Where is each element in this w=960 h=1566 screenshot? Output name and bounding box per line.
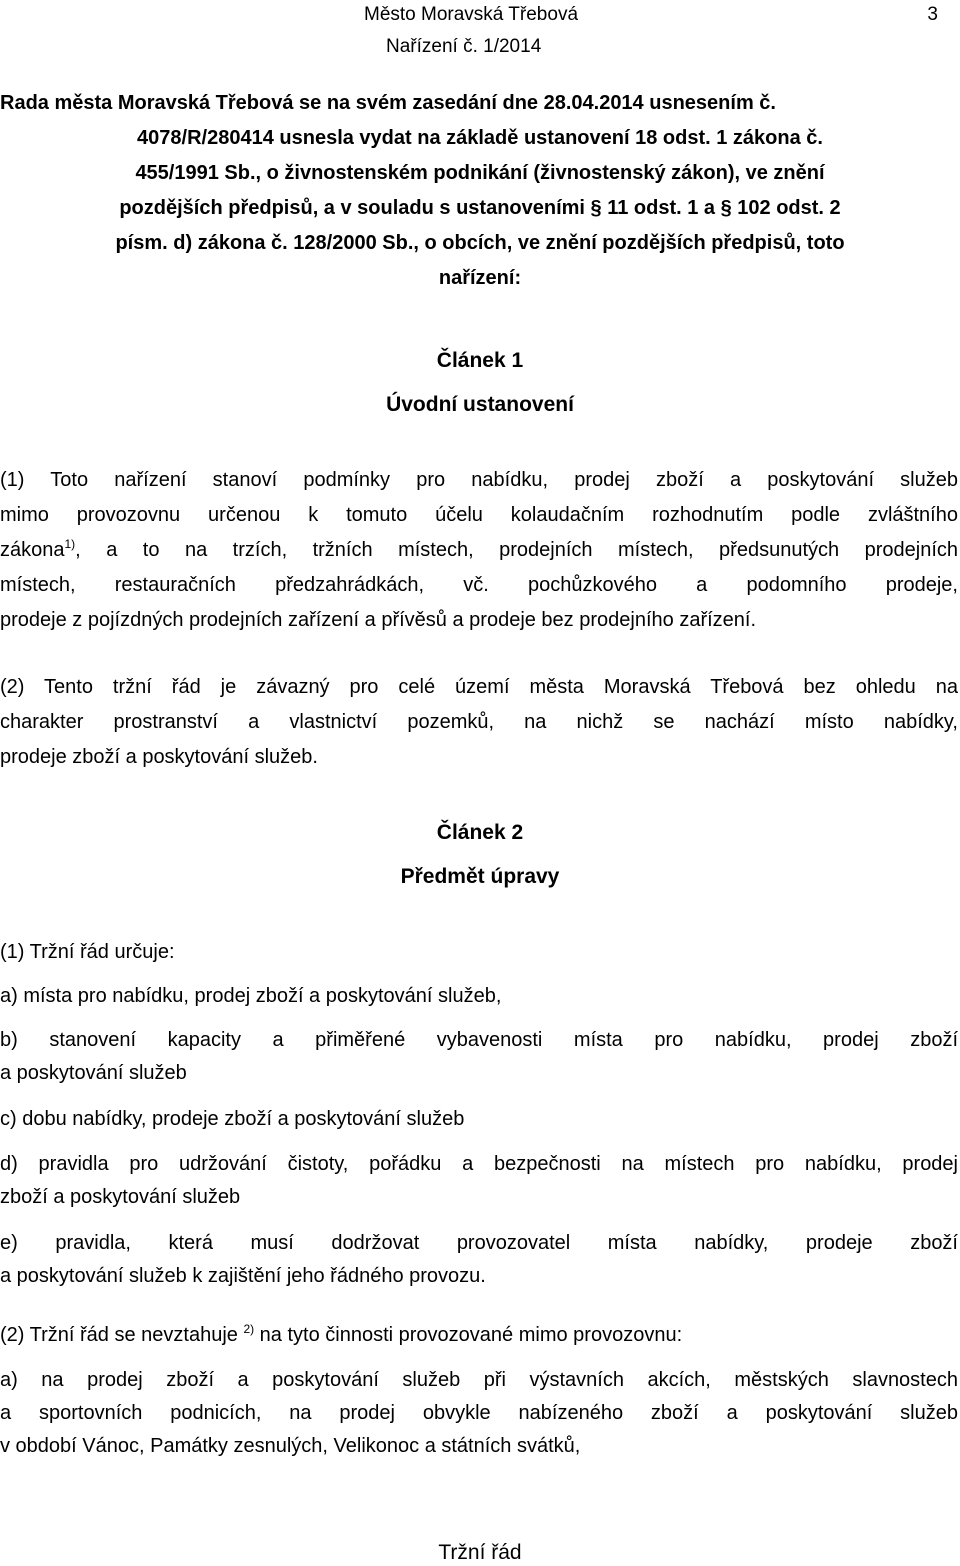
- list-item-line: a poskytování služeb: [0, 1062, 187, 1084]
- article-1-number: Článek 1: [436, 349, 524, 372]
- page-number: 3: [927, 4, 938, 25]
- list-item-line: a) na prodej zboží a poskytování služeb při výstavních akcích, městských slavnostech: [0, 1369, 958, 1391]
- list-item-a: a) místa pro nabídku, prodej zboží a poskytování služeb,: [0, 985, 502, 1007]
- header-subtitle: Nařízení č. 1/2014: [386, 36, 542, 57]
- list-item-line: e) pravidla, která musí dodržovat provozovatel místa nabídky, prodeje zboží: [0, 1232, 958, 1254]
- list-item-line: zboží a poskytování služeb: [0, 1186, 241, 1208]
- paragraph-line: (1) Toto nařízení stanoví podmínky pro nabídku, prodej zboží a poskytování služeb: [0, 469, 958, 491]
- article-1-paragraph-1: [0, 463, 958, 638]
- paragraph-line: zákona$^{1)}$, a to na trzích, tržních místech, prodejních místech, předsunutých prodejních: [0, 537, 958, 561]
- list-item-line: d) pravidla pro udržování čistoty, pořádku a bezpečnosti na místech pro nabídku, prodej: [0, 1153, 958, 1175]
- article-2-paragraph-1-intro: (1) Tržní řád určuje:: [0, 941, 175, 963]
- list-item-line: b) stanovení kapacity a přiměřené vybavenosti místa pro nabídku, prodej zboží: [0, 1029, 958, 1051]
- preamble-line: pozdějších předpisů, a v souladu s ustanoveními § 11 odst. 1 a § 102 odst. 2: [119, 197, 841, 219]
- footnote-ref: 1): [64, 537, 76, 551]
- paragraph-line: prodeje z pojízdných prodejních zařízení a přívěsů a prodeje bez prodejního zařízení.: [0, 609, 757, 631]
- preamble-line: Rada města Moravská Třebová se na svém zasedání dne 28.04.2014 usnesením č.: [0, 92, 776, 114]
- article-2-number: Článek 2: [436, 821, 524, 844]
- list-item-e: [0, 1227, 958, 1293]
- paragraph-line: mimo provozovnu určenou k tomuto účelu kolaudačním rozhodnutím podle zvláštního: [0, 504, 958, 526]
- footnote-ref: 2): [243, 1322, 255, 1336]
- article-2-paragraph-2-intro: (2) Tržní řád se nevztahuje $^{2)}$ na tyto činnosti provozované mimo provozovnu:: [0, 1322, 683, 1346]
- list-item-c: c) dobu nabídky, prodeje zboží a poskytování služeb: [0, 1108, 465, 1130]
- article-2-title: Předmět úpravy: [400, 865, 560, 888]
- paragraph-line: prodeje zboží a poskytování služeb.: [0, 746, 318, 768]
- article-1-title: Úvodní ustanovení: [386, 393, 574, 416]
- list-item-b: [0, 1024, 958, 1090]
- preamble-line: 455/1991 Sb., o živnostenském podnikání (živnostenský zákon), ve znění: [135, 162, 825, 184]
- preamble-line: nařízení:: [438, 267, 522, 289]
- preamble-line: písm. d) zákona č. 128/2000 Sb., o obcích, ve znění pozdějších předpisů, toto: [115, 232, 845, 254]
- paragraph-line: místech, restauračních předzahrádkách, vč. pochůzkového a podomního prodeje,: [0, 574, 958, 596]
- list-item-line: a sportovních podnicích, na prodej obvykle nabízeného zboží a poskytování služeb: [0, 1402, 958, 1424]
- preamble: [0, 86, 960, 296]
- paragraph-2-item-a: [0, 1364, 958, 1463]
- list-item-line: a poskytování služeb k zajištění jeho řádného provozu.: [0, 1265, 486, 1287]
- list-item-line: v období Vánoc, Památky zesnulých, Velikonoc a státních svátků,: [0, 1435, 581, 1457]
- paragraph-line: charakter prostranství a vlastnictví pozemků, na nichž se nachází místo nabídky,: [0, 711, 958, 733]
- paragraph-line: (2) Tento tržní řád je závazný pro celé území města Moravská Třebová bez ohledu na: [0, 676, 958, 698]
- header-city: Město Moravská Třebová: [364, 4, 579, 25]
- list-item-d: [0, 1148, 958, 1214]
- page-footer: Tržní řád: [438, 1541, 522, 1564]
- preamble-line: 4078/R/280414 usnesla vydat na základě ustanovení 18 odst. 1 zákona č.: [137, 127, 823, 149]
- article-1-paragraph-2: [0, 670, 958, 775]
